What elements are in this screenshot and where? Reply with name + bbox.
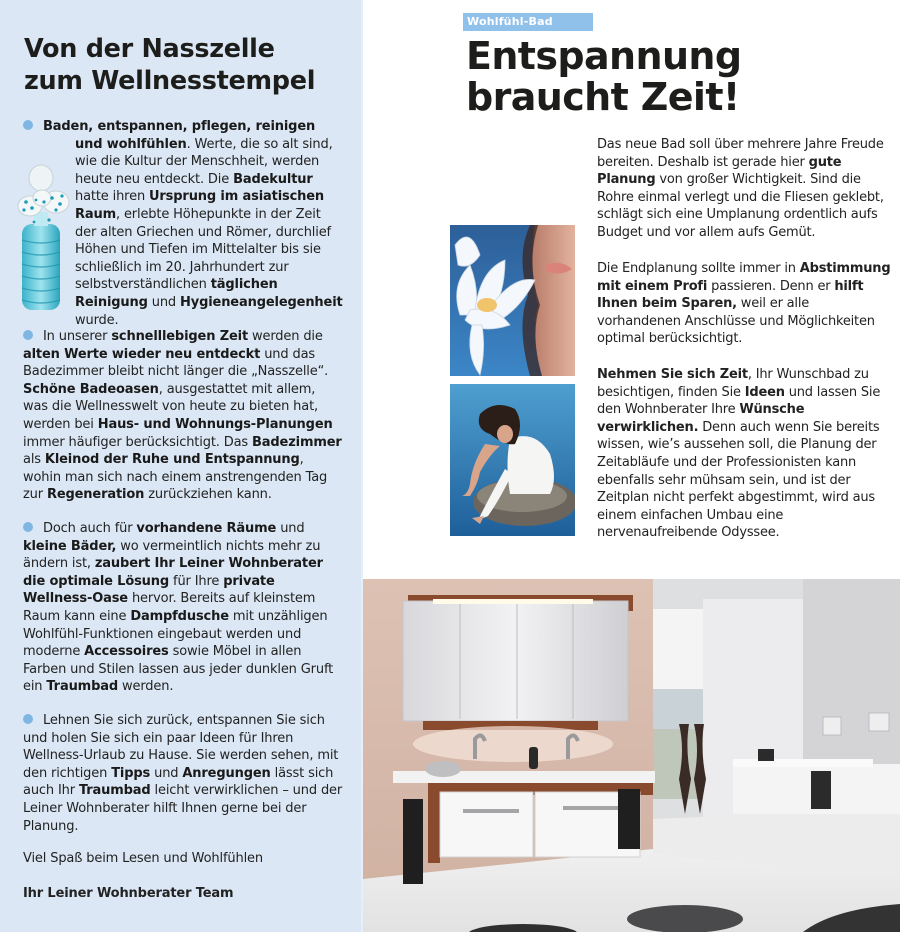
intro-paragraph (23, 520, 343, 696)
bold-text-run: zaubert Ihr Leiner Wohnberater die optimale Lösung (23, 556, 323, 589)
text-run: Doch auch für (42, 521, 137, 536)
text-run: und (276, 521, 305, 536)
bold-text-run: alten Werte wieder neu entdeckt (23, 346, 261, 362)
text-run: und (147, 294, 181, 310)
bullet-icon (23, 330, 33, 340)
bold-text-run: gute Planung (597, 154, 842, 188)
bold-text-run: Regeneration (46, 487, 145, 503)
bold-text-run: Badekultur (233, 171, 313, 187)
bold-text-run: Wünsche verwirklichen. (597, 402, 805, 435)
page-title (466, 36, 741, 118)
bullet-icon (23, 714, 33, 724)
text-run: werden die (248, 329, 323, 344)
text-run: , ausgestattet mit allem, was die Wellnesswelt von heute zu bieten hat, werden bei (23, 381, 318, 432)
section-tag: Wohlfühl-Bad (463, 13, 593, 31)
text-run: Lehnen Sie sich zurück, entspannen Sie sich und holen Sie sich ein paar Ideen für Ihren Wellness-Urlaub zu Hause. Sie werden sehen, mit den richtigen (23, 713, 339, 781)
bold-text-run: Hygieneangelegenheit (180, 294, 343, 310)
page-title-line1: Entspannung (466, 34, 742, 78)
text-run: Die Endplanung sollte immer in (597, 261, 800, 276)
bullet-icon (23, 522, 33, 532)
intro-title-line2: zum Wellnesstempel (24, 66, 316, 96)
text-run: hatte ihren (75, 189, 150, 205)
text-run: von großer Wichtigkeit. Sind die Rohre einmal verlegt und die Fliesen geklebt, schlägt sich eine Umplanung ordentlich aufs Budget und vor allem aufs Gemüt. (597, 172, 884, 240)
bold-text-run: Traumbad (46, 679, 118, 695)
water-lily-photo (450, 225, 575, 376)
text-run: In unserer (42, 329, 112, 344)
intro-paragraph (23, 712, 343, 835)
bold-text-run: schnelllebigen Zeit (111, 329, 249, 344)
signature: Ihr Leiner Wohnberater Team (23, 886, 234, 901)
text-run: hervor. Bereits auf kleinstem Raum kann eine (23, 591, 316, 624)
text-run: für Ihre (169, 573, 224, 589)
bold-text-run: Nehmen Sie sich Zeit (597, 367, 748, 382)
text-run: , wohin man sich nach einem anstrengenden Tag zur (23, 452, 328, 503)
bullet-icon (23, 120, 33, 130)
text-run: werden. (118, 679, 174, 695)
text-run: zurückziehen kann. (144, 487, 272, 503)
bath-oil-bottle-image (16, 162, 72, 312)
bold-text-run: Tipps (111, 765, 151, 781)
bold-text-run: Accessoires (84, 644, 169, 660)
article-paragraph (597, 136, 892, 242)
bold-text-run: Traumbad (78, 783, 151, 799)
intro-title-line1: Von der Nasszelle (24, 34, 275, 64)
text-run: , Ihr Wunschbad zu besichtigen, finden Sie (597, 367, 869, 400)
text-run: Denn auch wenn Sie bereits wissen, wie’s aussehen soll, die Planung der Zeitabläufe und der Professionisten kann ebenfalls sehr mühsam sein, und ist der Zeitplan nicht perfekt abgestimmt, wird aus einem einfachen Umbau eine nervenaufreibende Odyssee. (597, 419, 880, 541)
intro-paragraph (23, 328, 343, 504)
text-run: . Werte, die so alt sind, wie die Kultur der Menschheit, werden heute neu entdeckt. Die (75, 136, 333, 187)
text-run: wurde. (75, 312, 119, 328)
bold-text-run: hilft Ihnen beim Sparen, (597, 278, 864, 312)
text-run: und das Badezimmer bleibt nicht länger die „Nasszelle“. (23, 346, 329, 380)
page-title-line2: braucht Zeit! (466, 75, 740, 119)
intro-title (24, 33, 315, 97)
bold-text-run: Kleinod der Ruhe und Entspannung (44, 452, 300, 468)
text-run: wo vermeintlich nichts mehr zu ändern ist, (23, 538, 321, 572)
bold-text-run: Anregungen (182, 765, 271, 781)
bold-text-run: private Wellness-Oase (23, 573, 275, 607)
bold-text-run: Schöne Badeoasen (23, 381, 159, 397)
text-run: Das neue Bad soll über mehrere Jahre Freude bereiten. Deshalb ist gerade hier (597, 137, 884, 170)
bold-text-run: vorhandene Räume (136, 521, 277, 536)
bold-text-run: Ursprung im asiatischen Raum (75, 189, 325, 222)
text-run: als (23, 452, 45, 468)
text-run: passieren. Denn er (707, 278, 835, 294)
article-paragraph (597, 366, 892, 542)
text-run: und (150, 765, 183, 781)
bold-text-run: Haus- und Wohnungs-Planungen (97, 416, 333, 432)
bathroom-photo (363, 579, 900, 932)
text-run: , erlebte Höhepunkte in der Zeit der alten Griechen und Römer, durchlief Höhen und Tiefen im Mittelalter bis sie schließlich im 20. Jahrhundert zur selbstverständlichen (75, 206, 331, 293)
article-paragraph (597, 260, 892, 348)
bold-text-run: Ideen (744, 384, 785, 400)
text-run: lässt sich auch Ihr (23, 765, 334, 799)
woman-on-rock-photo (450, 384, 575, 536)
bold-text-run: kleine Bäder, (23, 538, 117, 554)
bold-text-run: Dampfdusche (130, 608, 229, 624)
intro-panel (0, 0, 363, 932)
text-run: immer häufiger berücksichtigt. Das (23, 434, 253, 450)
bold-text-run: Abstimmung mit einem Profi (597, 261, 891, 294)
text-run: weil er alle vorhandenen Anschlüsse und Möglichkeiten optimal berücksichtigt. (597, 296, 875, 347)
text-run: leicht verwirklichen – und der Leiner Wohnberater hilft Ihnen gerne bei der Planung. (23, 783, 343, 834)
bold-text-run: Badezimmer (252, 434, 342, 450)
text-run: sowie Möbel in allen Farben und Stilen lassen aus jeder dunklen Gruft ein (23, 644, 334, 695)
closing-line: Viel Spaß beim Lesen und Wohlfühlen (23, 851, 263, 866)
bold-text-run: täglichen Reinigung (75, 277, 278, 310)
text-run: und lassen Sie den Wohnberater Ihre (597, 384, 881, 418)
bold-text-run: Baden, entspannen, pflegen, reinigen und wohlfühlen (42, 119, 316, 152)
text-run: mit unzähligen Wohlfühl-Funktionen eingebaut werden und moderne (23, 608, 328, 660)
